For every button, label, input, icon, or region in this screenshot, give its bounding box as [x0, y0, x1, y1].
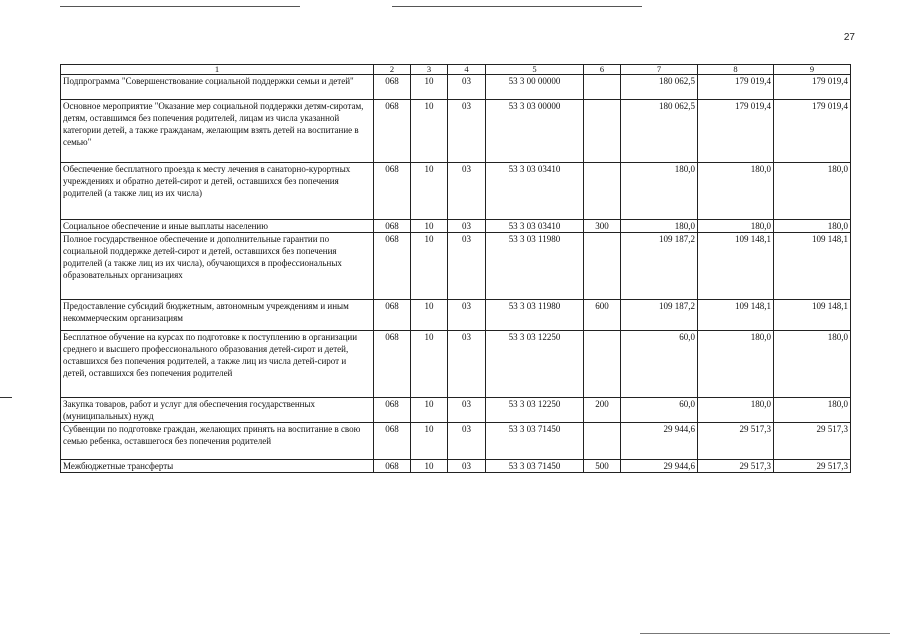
row-year-2: 180,0 [698, 163, 774, 220]
row-pr: 03 [448, 300, 486, 331]
row-year-3: 179 019,4 [774, 75, 851, 100]
table-row [61, 460, 851, 473]
row-rz: 10 [411, 163, 448, 220]
row-year-1: 180,0 [621, 163, 698, 220]
row-vr [584, 423, 621, 460]
table-row [61, 220, 851, 233]
row-vr [584, 100, 621, 163]
row-rz: 10 [411, 331, 448, 398]
table-row [61, 75, 851, 100]
row-ved: 068 [374, 423, 411, 460]
row-name: Предоставление субсидий бюджетным, автономным учреждениям и иным некоммерческим организациям [61, 300, 374, 331]
row-rz: 10 [411, 100, 448, 163]
row-ved: 068 [374, 163, 411, 220]
row-pr: 03 [448, 220, 486, 233]
table-row [61, 100, 851, 163]
row-year-2: 109 148,1 [698, 300, 774, 331]
row-csr: 53 3 00 00000 [486, 75, 584, 100]
row-name: Закупка товаров, работ и услуг для обеспечения государственных (муниципальных) нужд [61, 398, 374, 423]
row-year-1: 180 062,5 [621, 75, 698, 100]
row-year-3: 180,0 [774, 398, 851, 423]
row-year-3: 179 019,4 [774, 100, 851, 163]
row-name: Социальное обеспечение и иные выплаты населению [61, 220, 374, 233]
header-col-7: 7 [621, 65, 698, 75]
row-vr: 600 [584, 300, 621, 331]
row-rz: 10 [411, 233, 448, 300]
row-ved: 068 [374, 460, 411, 473]
row-year-3: 109 148,1 [774, 233, 851, 300]
row-year-1: 180 062,5 [621, 100, 698, 163]
row-ved: 068 [374, 300, 411, 331]
page-number: 27 [843, 32, 855, 43]
row-year-2: 179 019,4 [698, 75, 774, 100]
row-vr [584, 233, 621, 300]
row-year-1: 109 187,2 [621, 300, 698, 331]
row-year-2: 29 517,3 [698, 460, 774, 473]
table-row [61, 423, 851, 460]
row-name: Обеспечение бесплатного проезда к месту лечения в санаторно-курортных учреждениях и обратно детей-сирот и детей, оставшихся без попечения родителей (а также лиц из их числа) [61, 163, 374, 220]
row-year-1: 180,0 [621, 220, 698, 233]
margin-mark [0, 397, 12, 398]
row-vr [584, 163, 621, 220]
row-csr: 53 3 03 11980 [486, 233, 584, 300]
row-ved: 068 [374, 220, 411, 233]
table-row [61, 398, 851, 423]
budget-table [60, 64, 851, 473]
row-name: Бесплатное обучение на курсах по подготовке к поступлению в организации среднего и высшего профессионального образования детей-сирот и детей, оставшихся без попечения родителей, а также лиц из числа детей-сирот и детей, оставшихся без попечения родителей [61, 331, 374, 398]
row-csr: 53 3 03 11980 [486, 300, 584, 331]
row-ved: 068 [374, 100, 411, 163]
header-col-2: 2 [374, 65, 411, 75]
row-csr: 53 3 03 71450 [486, 460, 584, 473]
table-row [61, 163, 851, 220]
top-rule-left [60, 6, 300, 7]
row-year-3: 180,0 [774, 220, 851, 233]
header-col-3: 3 [411, 65, 448, 75]
row-year-2: 29 517,3 [698, 423, 774, 460]
row-csr: 53 3 03 00000 [486, 100, 584, 163]
row-pr: 03 [448, 75, 486, 100]
row-vr: 500 [584, 460, 621, 473]
row-name: Субвенции по подготовке граждан, желающих принять на воспитание в свою семью ребенка, оставшегося без попечения родителей [61, 423, 374, 460]
header-col-5: 5 [486, 65, 584, 75]
header-row [61, 65, 851, 75]
row-year-3: 29 517,3 [774, 460, 851, 473]
row-rz: 10 [411, 423, 448, 460]
row-year-2: 180,0 [698, 220, 774, 233]
row-ved: 068 [374, 75, 411, 100]
row-pr: 03 [448, 100, 486, 163]
row-ved: 068 [374, 233, 411, 300]
row-rz: 10 [411, 300, 448, 331]
row-csr: 53 3 03 12250 [486, 331, 584, 398]
row-year-2: 109 148,1 [698, 233, 774, 300]
row-year-2: 180,0 [698, 331, 774, 398]
row-year-3: 29 517,3 [774, 423, 851, 460]
table-row [61, 300, 851, 331]
row-csr: 53 3 03 12250 [486, 398, 584, 423]
row-vr [584, 331, 621, 398]
bottom-rule [640, 633, 890, 634]
row-ved: 068 [374, 331, 411, 398]
row-csr: 53 3 03 03410 [486, 163, 584, 220]
row-pr: 03 [448, 460, 486, 473]
row-ved: 068 [374, 398, 411, 423]
row-csr: 53 3 03 71450 [486, 423, 584, 460]
row-year-1: 109 187,2 [621, 233, 698, 300]
header-col-1: 1 [61, 65, 374, 75]
row-name: Полное государственное обеспечение и дополнительные гарантии по социальной поддержке детей-сирот и детей, оставшихся без попечения родителей (а также лиц из их числа), обучающихся в профессиональных образовательных организациях [61, 233, 374, 300]
row-year-2: 180,0 [698, 398, 774, 423]
row-name: Межбюджетные трансферты [61, 460, 374, 473]
row-year-1: 29 944,6 [621, 460, 698, 473]
row-year-1: 60,0 [621, 398, 698, 423]
header-col-6: 6 [584, 65, 621, 75]
row-vr: 200 [584, 398, 621, 423]
row-pr: 03 [448, 163, 486, 220]
row-rz: 10 [411, 220, 448, 233]
row-pr: 03 [448, 233, 486, 300]
row-name: Основное мероприятие "Оказание мер социальной поддержки детям-сиротам, детям, оставшимся без попечения родителей, лицам из числа указанной категории детей, а также гражданам, желающим взять детей на воспитание в семью" [61, 100, 374, 163]
row-pr: 03 [448, 398, 486, 423]
row-year-1: 29 944,6 [621, 423, 698, 460]
header-col-8: 8 [698, 65, 774, 75]
top-rule-right [392, 6, 642, 7]
row-year-1: 60,0 [621, 331, 698, 398]
header-col-4: 4 [448, 65, 486, 75]
row-rz: 10 [411, 398, 448, 423]
table-row [61, 233, 851, 300]
row-name: Подпрограмма "Совершенствование социальной поддержки семьи и детей" [61, 75, 374, 100]
row-rz: 10 [411, 75, 448, 100]
row-year-3: 109 148,1 [774, 300, 851, 331]
row-vr: 300 [584, 220, 621, 233]
row-pr: 03 [448, 331, 486, 398]
row-rz: 10 [411, 460, 448, 473]
row-csr: 53 3 03 03410 [486, 220, 584, 233]
header-col-9: 9 [774, 65, 851, 75]
row-year-2: 179 019,4 [698, 100, 774, 163]
row-pr: 03 [448, 423, 486, 460]
row-vr [584, 75, 621, 100]
row-year-3: 180,0 [774, 331, 851, 398]
row-year-3: 180,0 [774, 163, 851, 220]
table-row [61, 331, 851, 398]
